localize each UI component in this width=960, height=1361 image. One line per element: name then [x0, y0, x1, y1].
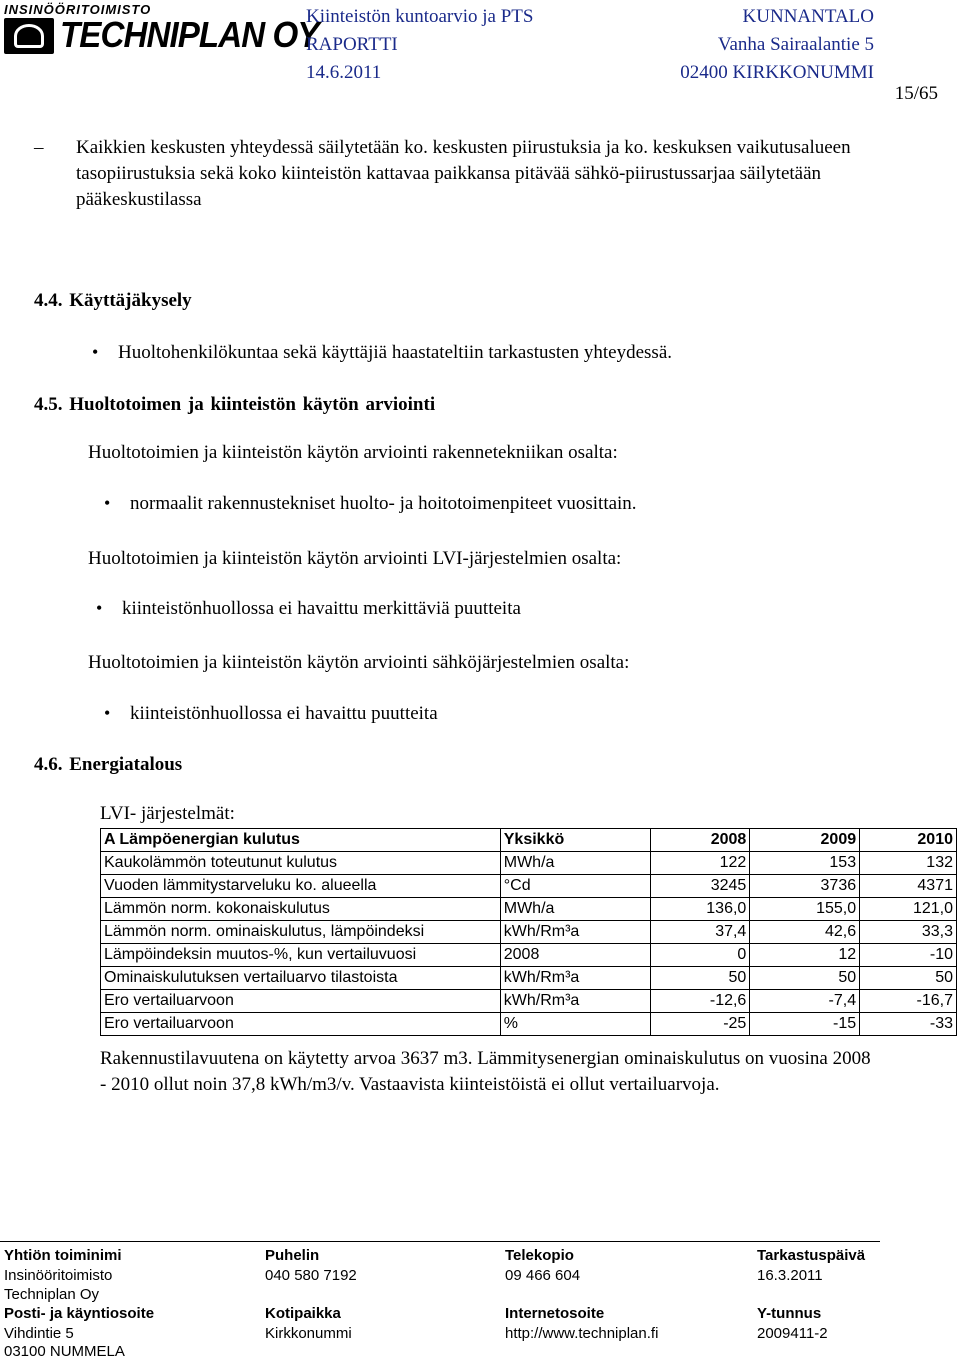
footer-company-label: Yhtiön toiminimi — [4, 1247, 122, 1264]
footer-address-line2: 03100 NUMMELA — [4, 1343, 125, 1360]
table-cell: MWh/a — [500, 898, 650, 921]
paragraph-rakennetekniikka: Huoltotoimien ja kiinteistön käytön arviointi rakennetekniikan osalta: — [88, 442, 618, 463]
table-cell: -12,6 — [650, 990, 750, 1013]
intro-dash-item — [34, 135, 874, 213]
table-row — [101, 875, 957, 898]
table-cell: 50 — [650, 967, 750, 990]
table-row — [101, 921, 957, 944]
table-cell: 0 — [650, 944, 750, 967]
table-cell: -15 — [750, 1013, 860, 1036]
bullet-item: • normaalit rakennustekniset huolto- ja hoitotoimenpiteet vuosittain. — [130, 493, 637, 515]
table-cell: 12 — [750, 944, 860, 967]
company-logo-name: TECHNIPLAN OY — [60, 14, 319, 55]
table-cell: °Cd — [500, 875, 650, 898]
table-cell: 3245 — [650, 875, 750, 898]
energy-summary: Rakennustilavuutena on käytetty arvoa 3637 m3. Lämmitysenergian ominaiskulutus on vuosina 2008 - 2010 ollut noin 37,8 kWh/m3/v. Vastaavista kiinteistöistä ei ollut vertailuarvoja. — [100, 1048, 871, 1095]
footer-phone: 040 580 7192 — [265, 1267, 357, 1284]
document-date: 14.6.2011 — [306, 62, 382, 83]
table-cell: kWh/Rm³a — [500, 921, 650, 944]
table-cell: -33 — [860, 1013, 957, 1036]
table-cell: Ominaiskulutuksen vertailuarvo tilastoista — [101, 967, 501, 990]
table-cell: kWh/Rm³a — [500, 990, 650, 1013]
bullet-item: • kiinteistönhuollossa ei havaittu puutteita — [130, 703, 438, 725]
table-cell: Kaukolämmön toteutunut kulutus — [101, 852, 501, 875]
document-title: Kiinteistön kuntoarvio ja PTS — [306, 6, 534, 27]
paragraph-sahko: Huoltotoimien ja kiinteistön käytön arviointi sähköjärjestelmien osalta: — [88, 652, 630, 673]
header-document-info — [306, 3, 533, 87]
table-header-row — [101, 829, 957, 852]
table-cell: 155,0 — [750, 898, 860, 921]
table-cell: 132 — [860, 852, 957, 875]
footer-company-line2: Techniplan Oy — [4, 1286, 100, 1303]
footer-web-label: Internetosoite — [505, 1305, 605, 1322]
section-heading-4-4: 4.4. Käyttäjäkysely — [34, 290, 192, 311]
document-type: RAPORTTI — [306, 34, 398, 55]
column-header: 2009 — [750, 829, 860, 852]
building-name: KUNNANTALO — [742, 6, 874, 27]
section-heading-4-6: 4.6. Energiatalous — [34, 754, 183, 775]
table-cell: -25 — [650, 1013, 750, 1036]
table-cell: 122 — [650, 852, 750, 875]
bullet-item: • kiinteistönhuollossa ei havaittu merkittäviä puutteita — [122, 598, 521, 620]
column-header: 2010 — [860, 829, 957, 852]
table-cell: Vuoden lämmitystarveluku ko. alueella — [101, 875, 501, 898]
column-header: Yksikkö — [500, 829, 650, 852]
footer-web-link[interactable]: http://www.techniplan.fi — [505, 1325, 659, 1342]
column-header: A Lämpöenergian kulutus — [101, 829, 501, 852]
section-heading-4-5: 4.5. Huoltotoimen ja kiinteistön käytön arviointi — [34, 394, 436, 415]
table-cell: 50 — [860, 967, 957, 990]
table-cell: 4371 — [860, 875, 957, 898]
header-building-info — [680, 3, 874, 87]
table-cell: -16,7 — [860, 990, 957, 1013]
table-cell: Ero vertailuarvoon — [101, 1013, 501, 1036]
table-cell: 37,4 — [650, 921, 750, 944]
table-cell: 50 — [750, 967, 860, 990]
footer-address-label: Posti- ja käyntiosoite — [4, 1305, 155, 1322]
footer-company-line1: Insinööritoimisto — [4, 1267, 113, 1284]
intro-text: Kaikkien keskusten yhteydessä säilytetään ko. keskusten piirustuksia ja ko. keskuksen vaikutusalueen tasopiirustuksia sekä koko kiinteistön kattavaa paikkansa pitävää sähkö-piirustussarjaa säilytetään pääkeskustilassa — [76, 137, 851, 210]
paragraph-lvi: Huoltotoimien ja kiinteistön käytön arviointi LVI-järjestelmien osalta: — [88, 548, 622, 569]
footer-fax-label: Telekopio — [505, 1247, 574, 1264]
table-cell: % — [500, 1013, 650, 1036]
table-caption: LVI- järjestelmät: — [100, 803, 235, 824]
bullet-item: • Huoltohenkilökuntaa sekä käyttäjiä haastateltiin tarkastusten yhteydessä. — [118, 342, 672, 364]
table-cell: 3736 — [750, 875, 860, 898]
table-row — [101, 1013, 957, 1036]
table-cell: kWh/Rm³a — [500, 967, 650, 990]
table-cell: Lämpöindeksin muutos-%, kun vertailuvuosi — [101, 944, 501, 967]
table-cell: 2008 — [500, 944, 650, 967]
footer-check-label: Tarkastuspäivä — [757, 1247, 866, 1264]
footer-domicile: Kirkkonummi — [265, 1325, 352, 1342]
table-row — [101, 898, 957, 921]
column-header: 2008 — [650, 829, 750, 852]
logo-top-text: INSINÖÖRITOIMISTO — [4, 2, 152, 17]
company-logo-icon — [4, 18, 54, 54]
table-cell: 42,6 — [750, 921, 860, 944]
building-address: Vanha Sairaalantie 5 — [717, 34, 874, 55]
table-row — [101, 944, 957, 967]
table-cell: Ero vertailuarvoon — [101, 990, 501, 1013]
table-cell: MWh/a — [500, 852, 650, 875]
table-row — [101, 852, 957, 875]
table-cell: 33,3 — [860, 921, 957, 944]
dash-marker: – — [34, 137, 44, 158]
footer-fax: 09 466 604 — [505, 1267, 581, 1284]
energy-table — [100, 828, 957, 1036]
table-row — [101, 967, 957, 990]
footer-ytunnus: 2009411-2 — [757, 1325, 828, 1342]
table-row — [101, 990, 957, 1013]
footer-phone-label: Puhelin — [265, 1247, 320, 1264]
table-cell: -10 — [860, 944, 957, 967]
table-cell: Lämmön norm. ominaiskulutus, lämpöindeksi — [101, 921, 501, 944]
table-cell: 121,0 — [860, 898, 957, 921]
building-city: 02400 KIRKKONUMMI — [680, 62, 874, 83]
page-number: 15/65 — [894, 83, 938, 104]
footer-ytunnus-label: Y-tunnus — [757, 1305, 822, 1322]
table-cell: -7,4 — [750, 990, 860, 1013]
footer-check-date: 16.3.2011 — [757, 1267, 823, 1284]
table-cell: 153 — [750, 852, 860, 875]
table-cell: 136,0 — [650, 898, 750, 921]
footer-domicile-label: Kotipaikka — [265, 1305, 341, 1322]
footer-divider — [0, 1241, 880, 1242]
footer-address-line1: Vihdintie 5 — [4, 1325, 74, 1342]
table-cell: Lämmön norm. kokonaiskulutus — [101, 898, 501, 921]
